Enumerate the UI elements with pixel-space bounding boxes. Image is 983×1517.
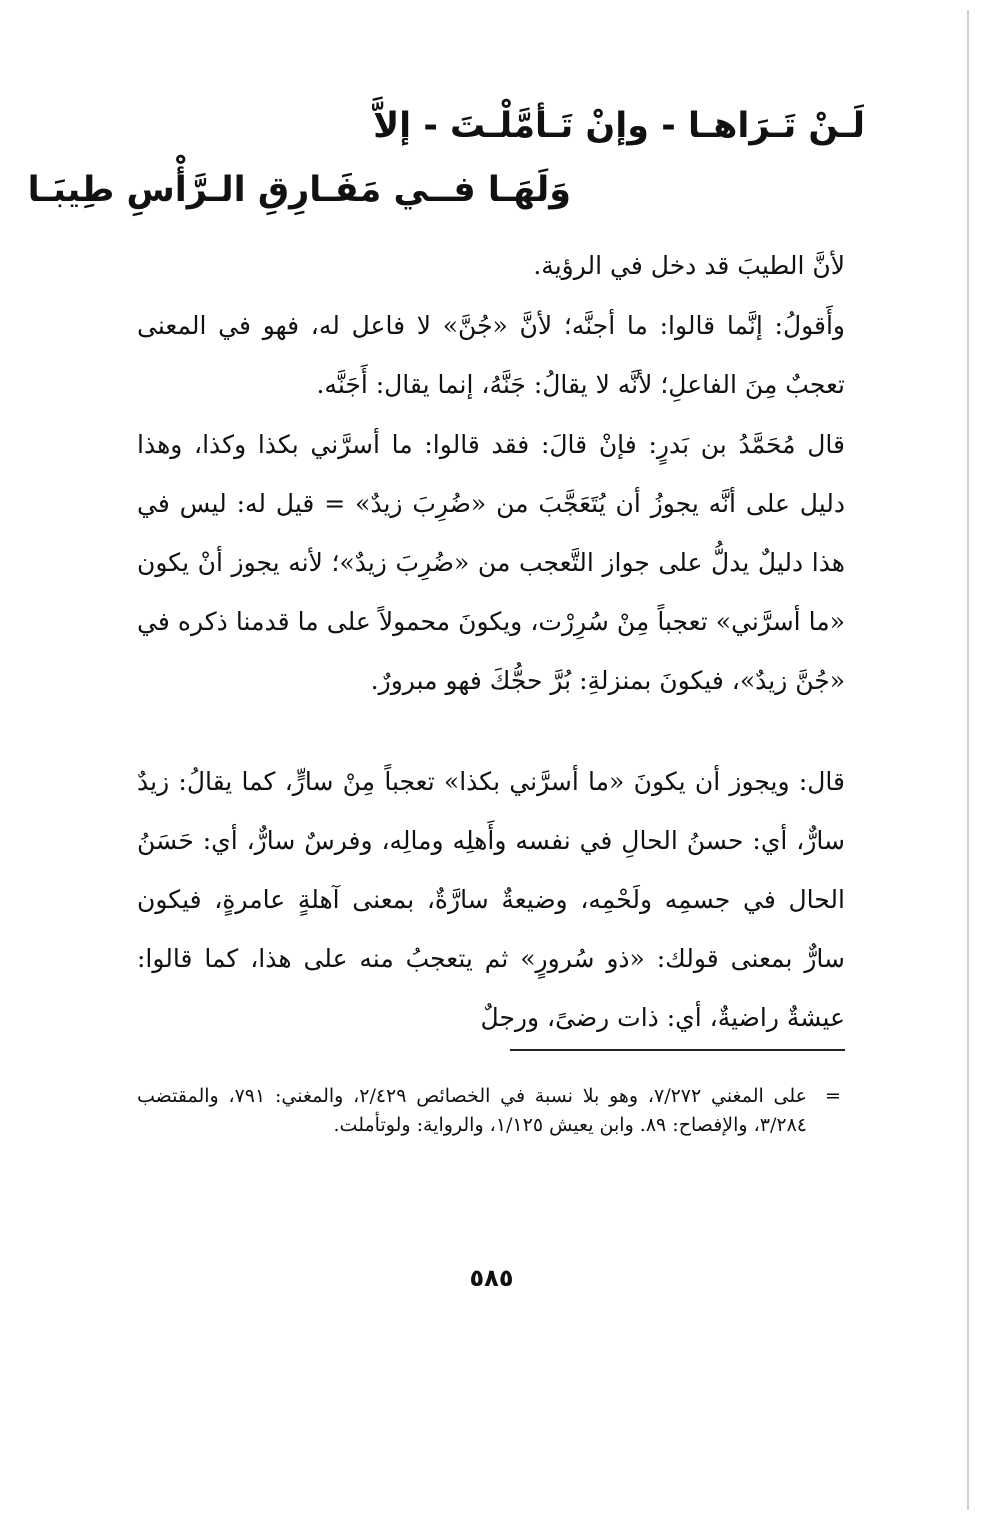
paragraph-3: قال مُحَمَّدُ بن بَدرٍ: فإنْ قالَ: فقد قالوا: ما أسرَّني بكذا وكذا، وهذا دليل على أنَّه يجوزُ أن يُتَعَجَّبَ من «ضُرِبَ زيدٌ» = قيل له: ليس في هذا دليلٌ يدلُّ على جواز التَّعجب من «ضُرِبَ زيدٌ»؛ لأنه يجوز أنْ يكون «ما أسرَّني» تعجباً مِنْ سُرِرْت، ويكونَ محمولاً على ما قدمنا ذكره في «جُنَّ زيدٌ»، فيكونَ بمنزلةِ: بُرَّ حجُّكَ فهو مبرورٌ. [137,430,845,695]
footnote-marker: = [825,1085,841,1107]
paragraph-1: لأنَّ الطيبَ قد دخل في الرؤية. [533,251,845,280]
footnote [137,1082,845,1140]
verse-line-2: وَلَهَـا فــي مَفَـارِقِ الـرَّأْسِ طِيبَـا [27,170,571,210]
verse-line-1: لَـنْ تَـرَاهـا - وإنْ تَـأمَّلْـتَ - إلاَّ [373,106,865,146]
footnote-divider [510,1049,845,1051]
paragraph-2: وأَقولُ: إنَّما قالوا: ما أجنَّه؛ لأنَّ «جُنَّ» لا فاعل له، فهو في المعنى تعجبٌ مِنَ الفاعلِ؛ لأنَّه لا يقالُ: جَنَّهُ، إنما يقال: أَجَنَّه. [137,311,845,399]
page-number: ٥٨٥ [469,1264,514,1292]
footnote-text: على المغني ٧/٢٧٢، وهو بلا نسبة في الخصائص ٢/٤٢٩، والمغني: ٧٩١، والمقتضب ٣/٢٨٤، والإفصاح: ٨٩. وابن يعيش ١/١٢٥، والرواية: ولوتأملت. [137,1085,807,1136]
paragraph-4: قال: ويجوز أن يكونَ «ما أسرَّني بكذا» تعجباً مِنْ سارٍّ، كما يقالُ: زيدٌ سارٌّ، أي: حسنُ الحالِ في نفسه وأَهلِه ومالِه، وفرسٌ سارٌّ، أي: حَسَنُ الحال في جسمِه ولَحْمِه، وضيعةٌ سارَّةٌ، بمعنى آهلةٍ عامرةٍ، فيكون سارٌّ بمعنى قولك: «ذو سُرورٍ» ثم يتعجبُ منه على هذا، كما قالوا: عيشةٌ راضيةٌ، أي: ذات رضىً، ورجلٌ [137,767,845,1032]
